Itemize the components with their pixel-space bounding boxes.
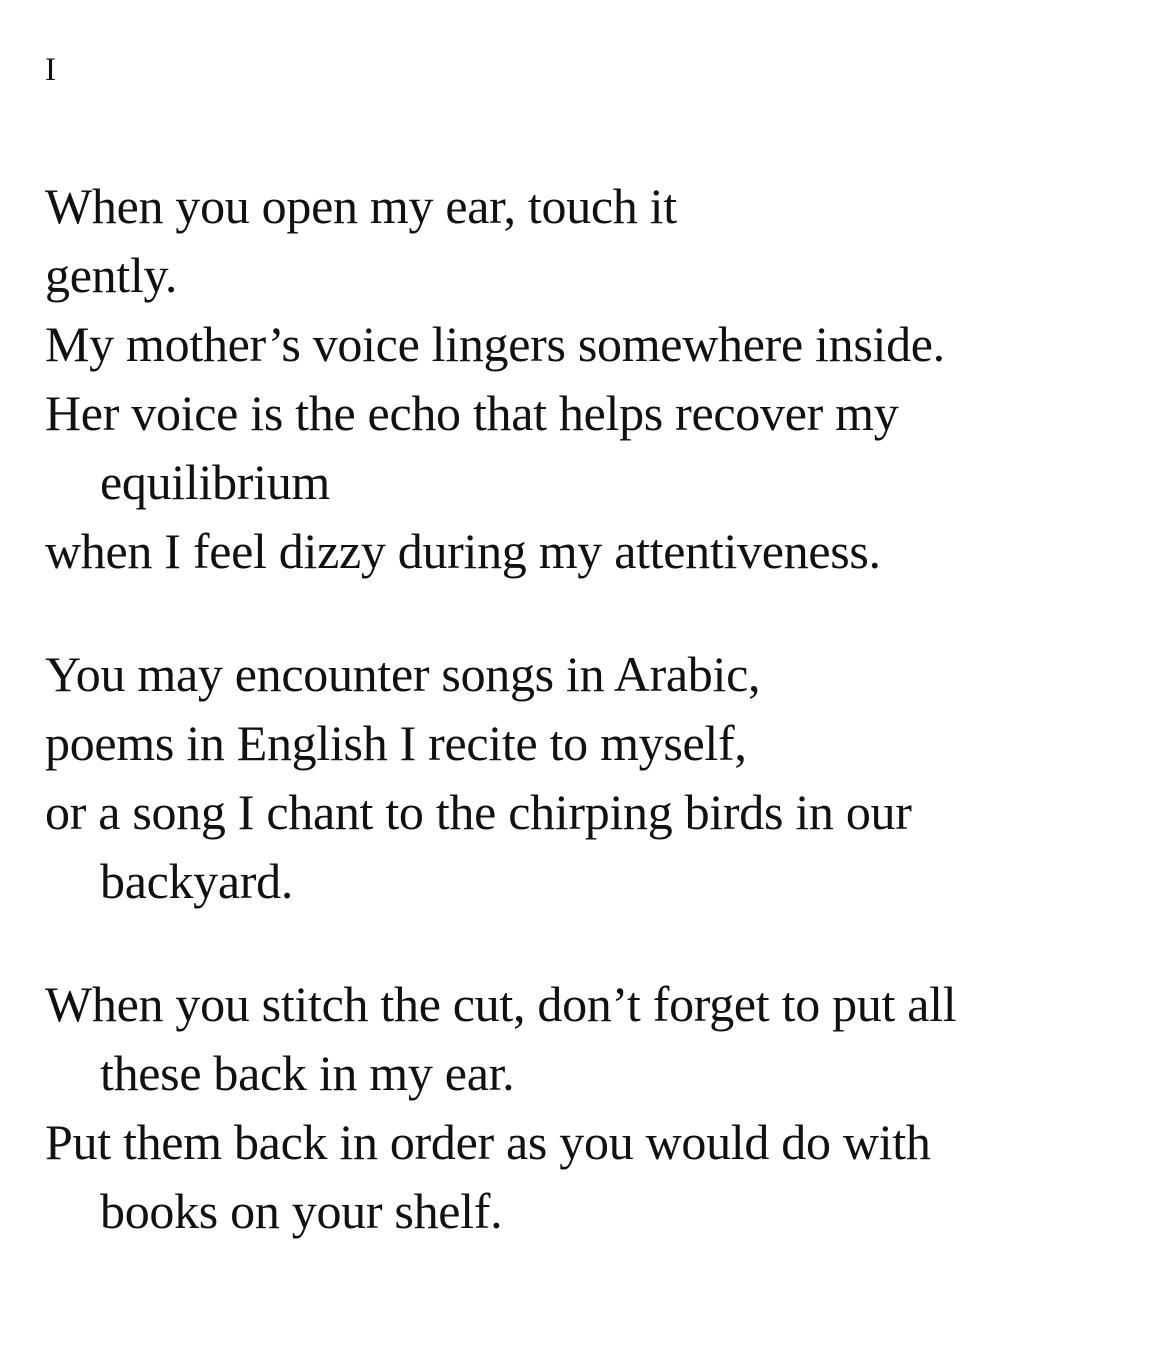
- stanza-3: [45, 970, 1155, 1246]
- poem-line: when I feel dizzy during my attentiveness.: [45, 523, 881, 579]
- poem-line-continuation: books on your shelf.: [100, 1183, 503, 1239]
- poem-line: Her voice is the echo that helps recover my: [45, 385, 899, 441]
- poem-line: gently.: [45, 247, 178, 303]
- poem-line: When you stitch the cut, don’t forget to put all: [45, 976, 957, 1032]
- poem-line: poems in English I recite to myself,: [45, 715, 747, 771]
- poem-line: When you open my ear, touch it: [45, 178, 677, 234]
- poem-body: [45, 172, 1155, 1300]
- section-number: I: [45, 52, 56, 88]
- poem-line: You may encounter songs in Arabic,: [45, 646, 761, 702]
- poem-line: My mother’s voice lingers somewhere inside.: [45, 316, 945, 372]
- poem-line: Put them back in order as you would do with: [45, 1114, 931, 1170]
- poem-line-continuation: equilibrium: [100, 454, 331, 510]
- poem-line-continuation: these back in my ear.: [100, 1045, 515, 1101]
- poem-line: or a song I chant to the chirping birds in our: [45, 784, 912, 840]
- stanza-2: [45, 640, 1155, 916]
- poem-line-continuation: backyard.: [100, 853, 294, 909]
- stanza-1: [45, 172, 1155, 586]
